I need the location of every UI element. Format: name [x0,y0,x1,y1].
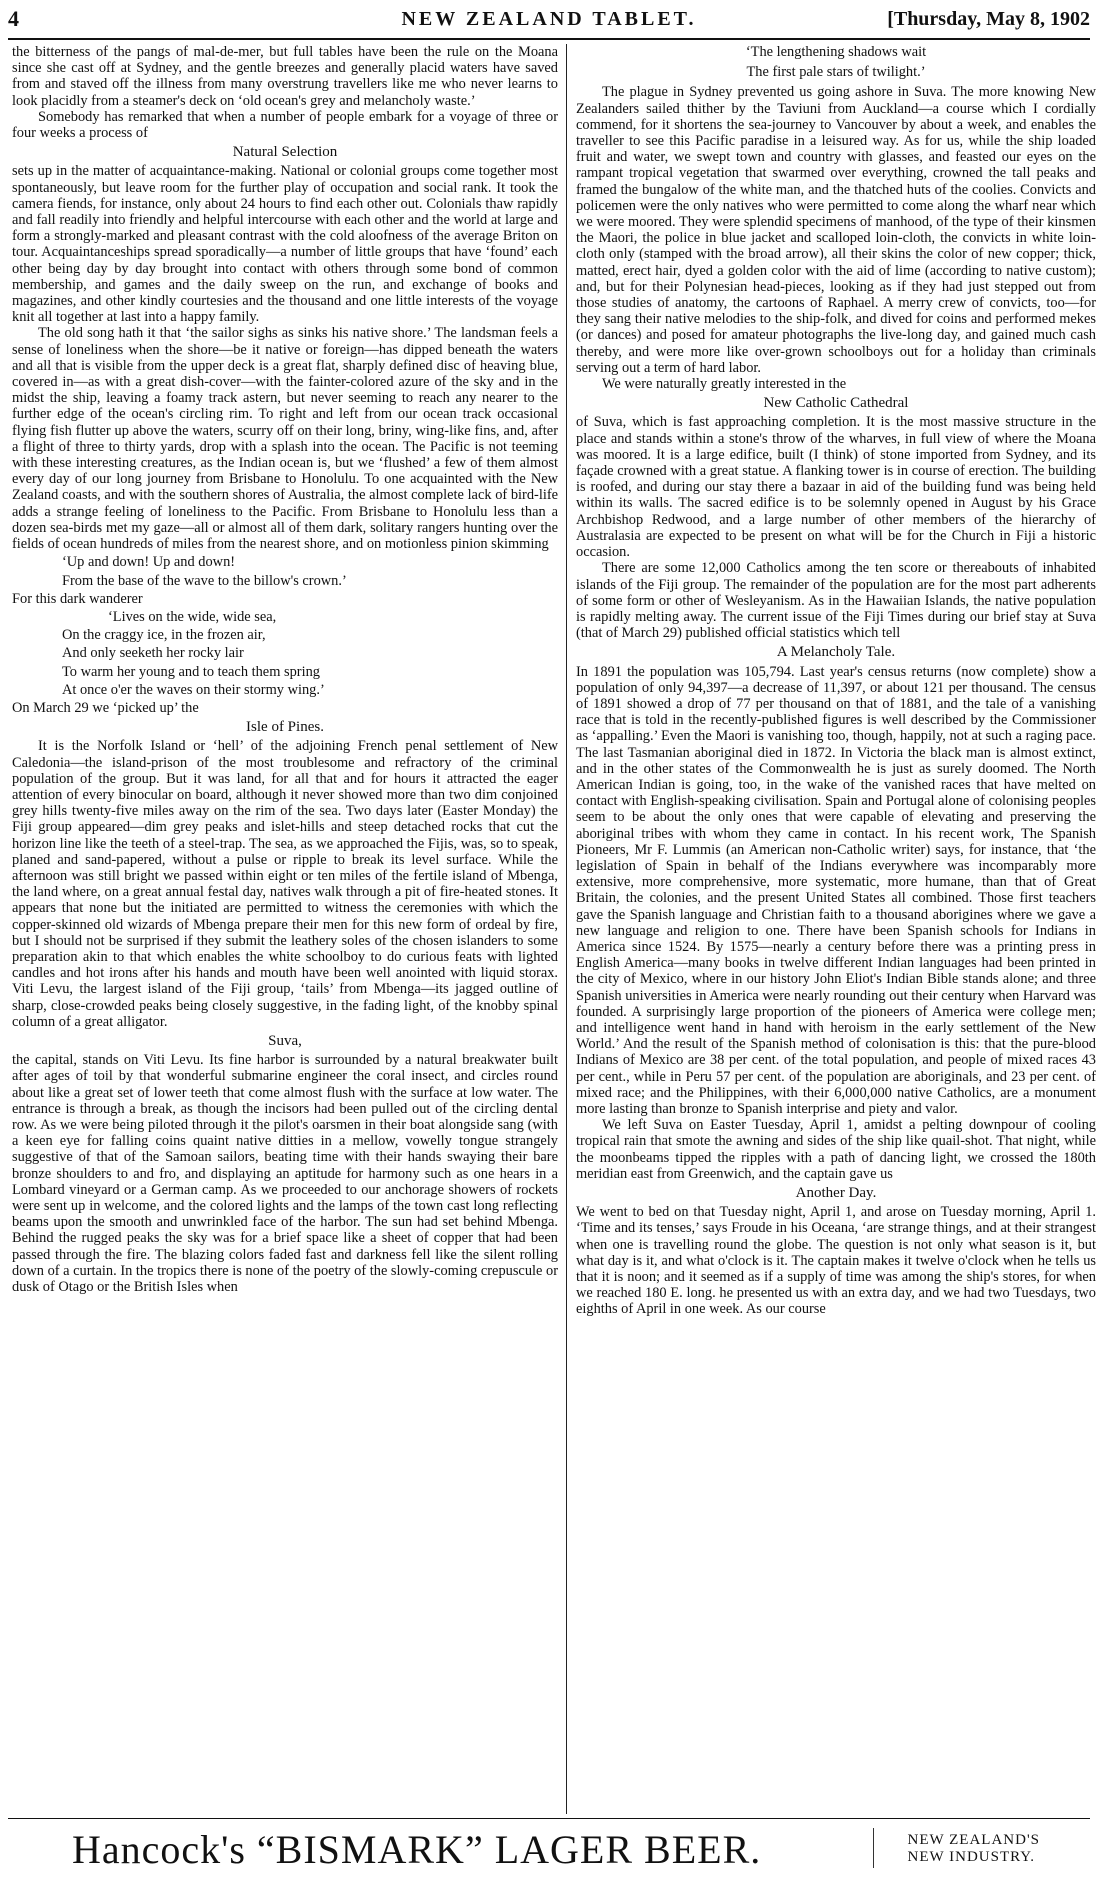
ad-divider [873,1828,874,1868]
lead-line: For this dark wanderer [12,590,143,607]
ad-tagline [908,1832,1041,1866]
verse-line: And only seeketh her rocky lair [62,645,244,662]
left-column [12,44,558,1814]
paragraph: We left Suva on Easter Tuesday, April 1, amidst a pelting downpour of cooling tropical rain that smote the awning and sides of the ship like quail-shot. That night, while the moonbeams tipped the ripples with a path of dancing light, we crossed the 180th meridian east from Greenwich, and the captain gave us [576,1117,1096,1182]
verse-line: ‘Lives on the wide, wide sea, [108,608,277,625]
paragraph: The old song hath it that ‘the sailor sighs as sinks his native shore.’ The landsman feels a sense of loneliness when the shore—be it native or foreign—has dipped beneath the waters and all that is visible from the upper deck is a great flat, sharply defined disc of heaving blue, covered in—as with a great dish-cover—with the fainter-colored azure of the sky and in the midst the ship, leaving a foamy track astern, but never seeming to reach any nearer to the further edge of the ocean's circling rim. To right and left from our ocean track occasional flying fish flutter up above the waters, scurry off on their long, briny, wing-like fins, and, after a flight of three to thirty yards, drop with a splash into the ocean. The Pacific is not teeming with these interesting creatures, as the Indian ocean is, but we ‘flushed’ a few of them almost every day of our long journey from Brisbane to Honolulu. To one acquainted with the New Zealand coasts, and with the southern shores of Australia, the almost complete lack of bird-life adds a strange feeling of loneliness to the Pacific. From Brisbane to Honolulu less than a dozen sea-birds met my gaze—all or almost all of them dark, solitary rangers hunting over the fields of ocean hundreds of miles from the nearest shore, and on motionless pinion skimming [12,325,558,553]
ad-product-name: Hancock's “BISMARK” LAGER BEER. [72,1827,762,1872]
quote-line: ‘The lengthening shadows wait [745,44,927,60]
paragraph: The plague in Sydney prevented us going ashore in Suva. The more knowing New Zealanders sailed thither by the Taviuni from Auckland—a course which I cordially commend, for it shortens the sea-journey to Vancouver by about a week, and enables the traveller to see this Pacific paradise in a leisured way. As for us, while the ship loaded fruit and water, we swept town and country with glasses, and feasted our eyes on the rampant tropical vegetation that swarmed over everything, crowned the tall peaks and framed the bungalow of the white man, and the thatched huts of the coolies. Convicts and policemen were the only natives who were permitted to come along the wharf near which we were moored. They were splendid specimens of manhood, of the type of their kinsmen the Maori, the police in blue jacket and scalloped loin-cloth, the convicts in white loin-cloth only (stamped with the broad arrow), all their skins the color of new copper; thick, matted, erect hair, dyed a golden color with the aid of lime (according to native custom); and, but for their Polynesian head-pieces, looking as if they had just stepped out from those studies of anatomy, the cartoons of Raphael. A merry crew of convicts, too—for they sang their native melodies to the ship-folk, and dived for coins and performed mekes (or dances) and posed for amateur photographs the live-long day, and gained much cash thereby, and were more like over-grown schoolboys out for a holiday than criminals serving out a term of hard labor. [576,84,1096,376]
verse-line: At once o'er the waves on their stormy wing.’ [62,681,325,698]
lead-line: On March 29 we ‘picked up’ the [12,699,199,716]
ad-tagline-line-2: NEW INDUSTRY. [907,1849,1035,1865]
ad-tagline-line-1: NEW ZEALAND'S [907,1832,1040,1848]
page-number: 4 [8,6,19,31]
right-column [576,44,1096,1814]
subheading: Another Day. [795,1185,877,1202]
paragraph: of Suva, which is fast approaching completion. It is the most massive structure in the place and stands within a stone's throw of the wharves, in full view of where the Moana was moored. It is a large edifice, built (I think) of stone imported from Sydney, and its façade crowned with a great statue. A flanking tower is in course of erection. The building is roofed, and during our stay there a bazaar in aid of the building fund was being held within its walls. The sacred edifice is to be solemnly opened in August by his Grace Archbishop Redwood, and a large number of other members of the hierarchy of Australasia are expected to be present on what will be for the Church in Fiji a historic occasion. [576,414,1096,561]
subheading: New Catholic Cathedral [763,395,909,412]
subheading: Natural Selection [232,144,338,161]
publication-title: NEW ZEALAND TABLET. [401,8,697,30]
paragraph: the capital, stands on Viti Levu. Its fine harbor is surrounded by a natural breakwater built after ages of toil by that wonderful submarine engineer the coral insect, and circles round about like a great set of lower teeth that come almost flush with the surface at low water. The entrance is through a break, as though the incisors had been pulled out of the circling dental row. As we were being piloted through it the pilot's oarsmen in their boat alongside sang (with a keen eye for falling coins quaint native ditties in a mellow, vowelly tongue strangely suggestive of that of the Samoan sailors, beating time with their hands swaying their bare bronze shoulders to and fro, and displaying an aptitude for harmony such as one hears in a Lombard vineyard or a German camp. As we proceeded to our anchorage showers of rockets were sent up in welcome, and the colored lights and the lamps of the town cast long reflecting beams upon the smooth and unwrinkled face of the harbor. The sun had set behind Mbenga. Behind the rugged peaks the sky was for a brief space like a sheet of copper that had been passed through the fire. The blazing colors faded fast and darkness fell like the silent rolling down of a curtain. In the tropics there is none of the poetry of the slowly-coming crepuscule or dusk of Otago or the British Isles when [12,1052,558,1296]
issue-date: [Thursday, May 8, 1902 [887,8,1090,30]
verse-line: To warm her young and to teach them spring [62,663,320,680]
quote-line: The first pale stars of twilight.’ [746,64,926,81]
subheading: Suva, [268,1032,302,1049]
verse-line: From the base of the wave to the billow's crown.’ [62,572,347,589]
paragraph: sets up in the matter of acquaintance-making. National or colonial groups come together most spontaneously, but leave room for the further play of occupation and social rank. It took the camera fiends, for instance, only about 24 hours to find each other out. Colonials thaw rapidly and fall readily into friendly and helpful intercourse with each other and the world at large and form a strongly-marked and pleasant contrast with the cold aloofness of the average Briton on tour. Acquaintanceships spread sporadically—a number of little groups that have ‘found’ each other being day by day brought into contact with others through some bond of common membership, and games and the daily sweep on the run, and exchange of books and magazines, and other kindly courtesies and the thousand and one little interests of the voyage knit all together at last into a happy family. [12,163,558,326]
paragraph: We went to bed on that Tuesday night, April 1, and arose on Tuesday morning, April 1. ‘Time and its tenses,’ says Froude in his Oceana, ‘are strange things, and at their strangest when one is travelling round the globe. The question is not only what season is it, but what day is it, and what o'clock is it. The captain makes it twelve o'clock when he tells us that it is noon; and it seemed as if a supply of time was among the ship's stores, for when we reached 180 E. long. he presented us with an extra day, and we had two Tuesdays, two eighths of April in one week. As our course [576,1204,1096,1318]
paragraph: We were naturally greatly interested in the [602,376,847,393]
header-rule [8,38,1090,40]
paragraph: Somebody has remarked that when a number of people embark for a voyage of three or four weeks a process of [12,108,558,142]
paragraph: It is the Norfolk Island or ‘hell’ of the adjoining French penal settlement of New Caledonia—the island-prison of the most troublesome and refractory of the criminal population of the group. But it was land, for all that and for hours it attracted the eager attention of every binocular on board, although it never showed more than two dim conjoined grey hills twenty-five miles away on the rim of the sea. Two days later (Easter Monday) the Fiji group appeared—dim grey peaks and islet-hills and steep detached rocks that cut the horizon line like the teeth of a steel-trap. The sea, as we approached the Fijis, was, so to speak, planed and sand-papered, without a pulse or ripple to break its level surface. While the afternoon was still bright we passed within eight or ten miles of the fertile island of Mbenga, the land where, on a great annual festal day, natives walk through a pit of fire-heated stones. It appears that none but the initiated are permitted to witness the ceremonies with which the copper-skinned old wizards of Mbenga prepare their men for this new form of ordeal by fire, but I should not be surprised if they submit the leathery soles of the chosen islanders to some preparation akin to that which enables the white schoolboy to do curious feats with lighted candles and hot irons after his hands and mouth have been well anointed with liquid storax. Viti Levu, the largest island of the Fiji group, ‘tails’ from Mbenga—its jagged outline of sharp, close-crowded peaks being closely suggestive, in the fading light, of the knobby spinal column of a great alligator. [12,738,558,1030]
verse-line: ‘Up and down! Up and down! [62,554,236,571]
paragraph: the bitterness of the pangs of mal-de-mer, but full tables have been the rule on the Moana since she cast off at Sydney, and the gentle breezes and generally placid waters have saved from and staved off the illness from many overstrung travellers like me who never learns to look placidly from a steamer's deck on ‘old ocean's grey and melancholy waste.’ [12,44,558,109]
column-divider [566,44,567,1814]
masthead [8,6,1090,36]
paragraph: There are some 12,000 Catholics among the ten score or thereabouts of inhabited islands of the Fiji group. The remainder of the population are for the most part adherents of some form or other of Wesleyanism. As in the Hawaiian Islands, the native population is rapidly melting away. The current issue of the Fiji Times during our brief stay at Suva (that of March 29) published official statistics which tell [576,560,1096,642]
subheading: Isle of Pines. [246,719,324,736]
subheading: A Melancholy Tale. [776,644,896,661]
paragraph: In 1891 the population was 105,794. Last year's census returns (now complete) show a population of only 94,397—a decrease of 11,397, or about 121 per thousand. The census of 1891 showed a drop of 77 per thousand on that of 1881, and the tale of a vanishing race that is told in the recently-published figures is well described by the Commissioner as ‘appalling.’ Even the Maori is vanishing too, though, happily, not at such a raging pace. The last Tasmanian aboriginal died in 1872. In Victoria the black man is almost extinct, and in the other states of the Commonwealth he is just as surely doomed. The North American Indian is going, too, in the wake of the vanished races that have melted on contact with English-speaking civilisation. Spain and Portugal alone of colonising peoples seem to be about the only ones that were capable of elevating and preserving the aboriginal tribes with whom they came in contact. In his recent work, The Spanish Pioneers, Mr F. Lummis (an American non-Catholic writer) says, for instance, that ‘the legislation of Spain in behalf of the Indians everywhere was incomparably more extensive, more comprehensive, more systematic, more humane, than that of Great Britain, the colonies, and the present United States all combined. Those first teachers gave the Spanish language and Christian faith to a thousand aborigines where we gave a new language and religion to one. There have been Spanish schools for Indians in America since 1524. By 1575—nearly a century before there was a printing press in English America—many books in twelve different Indian languages had been printed in the city of Mexico, where in our history John Eliot's Indian Bible stands alone; and three Spanish universities in America were nearly rounding out their century when Harvard was founded. A surprisingly large proportion of the pioneers of America were college men; and intelligence went hand in hand with heroism in the early settlement of the New World.’ And the result of the Spanish method of colonisation is this: that the pure-blood Indians of Mexico are 38 per cent. of the total population, and people of mixed races 43 per cent., while in Peru 57 per cent. of the population are aboriginals, and 23 per cent. of mixed race; and the Philippines, with their 6,000,000 native Catholics, are a monument more lasting than bronze to Spanish interprise and piety and valor. [576,663,1096,1117]
verse-line: On the craggy ice, in the frozen air, [62,627,266,644]
footer-rule [8,1818,1090,1819]
advertisement [8,1826,1090,1874]
